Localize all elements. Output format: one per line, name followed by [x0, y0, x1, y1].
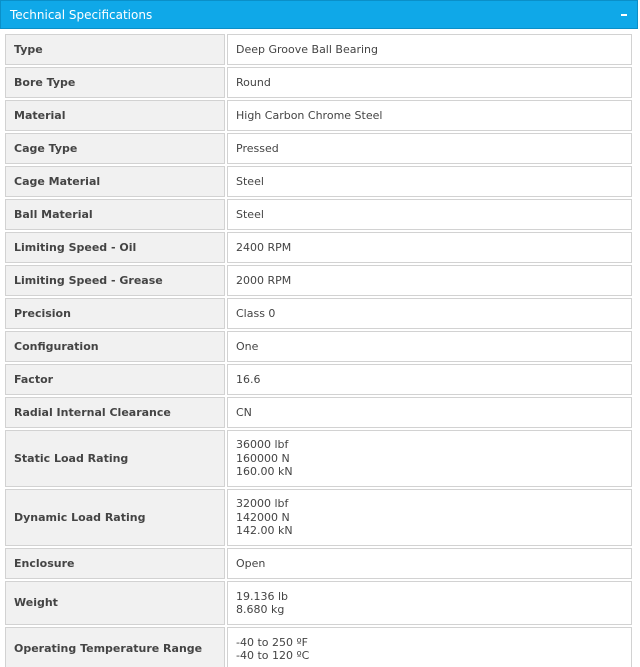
spec-value-line: 16.6	[236, 372, 261, 386]
spec-value-line: 160000 N	[236, 451, 290, 465]
spec-value	[227, 489, 632, 546]
spec-value-line: 142000 N	[236, 510, 290, 524]
spec-value	[227, 67, 632, 98]
spec-label: Material	[5, 100, 225, 131]
spec-label: Ball Material	[5, 199, 225, 230]
spec-value	[227, 397, 632, 428]
spec-row	[5, 489, 632, 546]
spec-value-line: CN	[236, 405, 252, 419]
spec-label: Weight	[5, 581, 225, 625]
spec-label: Enclosure	[5, 548, 225, 579]
spec-value-line: One	[236, 339, 259, 353]
spec-value-line: 8.680 kg	[236, 603, 285, 616]
spec-row	[5, 100, 632, 131]
spec-row	[5, 364, 632, 395]
spec-row	[5, 67, 632, 98]
spec-value-line: Deep Groove Ball Bearing	[236, 42, 379, 56]
spec-row	[5, 430, 632, 487]
spec-row	[5, 34, 632, 65]
spec-row	[5, 133, 632, 164]
spec-value-line: -40 to 250 ºF	[236, 635, 309, 649]
spec-value-line: 32000 lbf	[236, 497, 289, 511]
spec-value-line: 142.00 kN	[236, 524, 293, 538]
spec-label: Factor	[5, 364, 225, 395]
spec-value-line: High Carbon Chrome Steel	[236, 108, 383, 122]
spec-row	[5, 199, 632, 230]
spec-value-line: 160.00 kN	[236, 465, 293, 479]
spec-value	[227, 364, 632, 395]
spec-value	[227, 298, 632, 329]
panel-header[interactable]	[0, 0, 638, 29]
spec-value-line: 36000 lbf	[236, 438, 289, 452]
spec-label: Radial Internal Clearance	[5, 397, 225, 428]
spec-value-line: Steel	[236, 207, 264, 221]
spec-value	[227, 100, 632, 131]
spec-row	[5, 581, 632, 625]
spec-row	[5, 627, 632, 667]
spec-row	[5, 548, 632, 579]
spec-value-line: -40 to 120 ºC	[236, 649, 310, 662]
panel-title: Technical Specifications	[10, 8, 153, 22]
spec-value	[227, 232, 632, 263]
spec-value	[227, 331, 632, 362]
spec-value-line: Round	[236, 75, 271, 89]
spec-value-line: 19.136 lb	[236, 589, 289, 603]
spec-row	[5, 397, 632, 428]
spec-value	[227, 430, 632, 487]
spec-value	[227, 166, 632, 197]
spec-value	[227, 199, 632, 230]
spec-label: Configuration	[5, 331, 225, 362]
spec-label: Operating Temperature Range	[5, 627, 225, 667]
minus-icon[interactable]	[621, 14, 627, 16]
spec-table	[5, 32, 634, 667]
spec-row	[5, 166, 632, 197]
spec-table-container	[5, 32, 636, 667]
spec-label: Dynamic Load Rating	[5, 489, 225, 546]
spec-value	[227, 265, 632, 296]
spec-label: Cage Type	[5, 133, 225, 164]
spec-label: Bore Type	[5, 67, 225, 98]
spec-value	[227, 548, 632, 579]
spec-value-line: Pressed	[236, 141, 279, 155]
spec-row	[5, 232, 632, 263]
spec-value	[227, 34, 632, 65]
spec-value-line: 2400 RPM	[236, 240, 292, 254]
spec-row	[5, 298, 632, 329]
spec-value	[227, 133, 632, 164]
spec-value-line: 2000 RPM	[236, 273, 292, 287]
spec-value-line: Class 0	[236, 306, 276, 320]
spec-label: Cage Material	[5, 166, 225, 197]
spec-row	[5, 265, 632, 296]
spec-value	[227, 581, 632, 625]
spec-value-line: Open	[236, 556, 266, 570]
spec-row	[5, 331, 632, 362]
spec-label: Precision	[5, 298, 225, 329]
spec-label: Static Load Rating	[5, 430, 225, 487]
spec-label: Limiting Speed - Grease	[5, 265, 225, 296]
spec-value-line: Steel	[236, 174, 264, 188]
spec-value	[227, 627, 632, 667]
spec-label: Limiting Speed - Oil	[5, 232, 225, 263]
spec-label: Type	[5, 34, 225, 65]
